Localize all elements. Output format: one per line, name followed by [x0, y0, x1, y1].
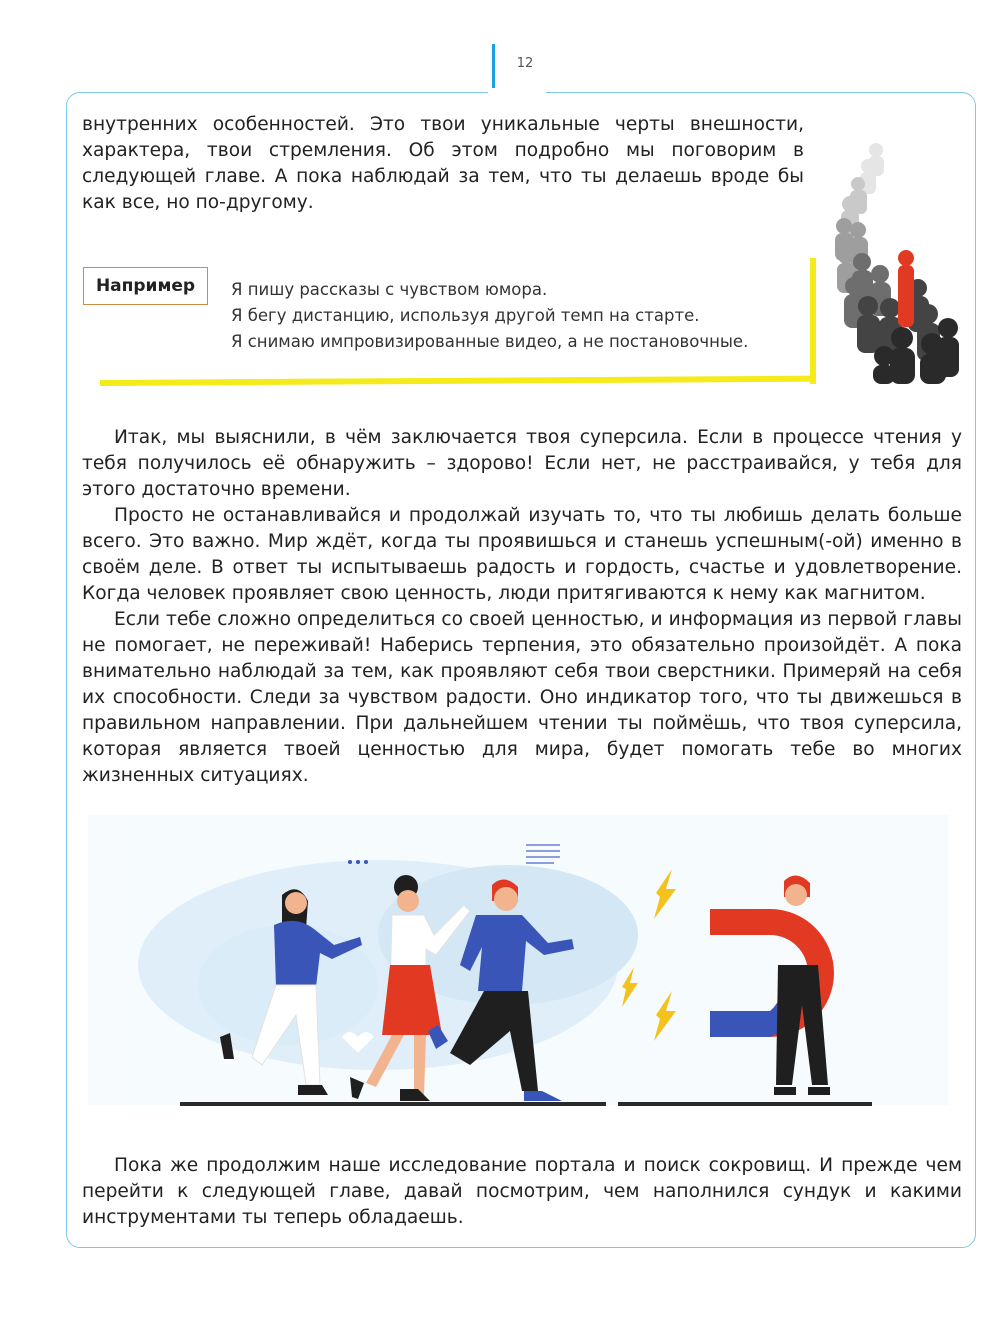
page-number: 12	[516, 56, 534, 71]
example-label: Например	[83, 267, 208, 305]
ground-line-right	[618, 1102, 872, 1106]
body-paragraph: Просто не останавливайся и продолжай изучать то, что ты любишь делать больше всего. Это важно. Мир ждёт, когда ты проявишься и станешь успешным(-ой) именно в своём деле. В ответ ты испытываешь радость и гордость, счастье и удовлетворение. Когда человек проявляет свою ценность, люди притягиваются к нему как магнитом.	[82, 505, 962, 604]
example-item: Я снимаю импровизированные видео, а не постановочные.	[231, 332, 749, 351]
intro-paragraph: внутренних особенностей. Это твои уникальные черты внешности, характера, твои стремления. Об этом подробно мы поговорим в следующей главе. А пока наблюдай за тем, что ты делаешь вроде бы как все, но по-другому.	[82, 114, 804, 213]
example-item: Я пишу рассказы с чувством юмора.	[231, 280, 548, 299]
body-paragraph: Если тебе сложно определиться со своей ценностью, и информация из первой главы не помогает, не переживай! Наберись терпения, это обязательно произойдёт. А пока внимательно наблюдай за тем, как проявляют себя твои сверстники. Примеряй на себя их способности. Следи за чувством радости. Оно индикатор того, что ты движешься в правильном направлении. При дальнейшем чтении ты поймёшь, что твоя суперсила, которая является твоей ценностью для мира, будет помогать тебе во многих жизненных ситуациях.	[82, 609, 962, 786]
crowd-figure-group	[835, 143, 959, 384]
magnet-illustration	[88, 815, 948, 1115]
dots-icon	[348, 860, 368, 864]
ground-line-left	[180, 1102, 606, 1106]
standout-figure-red	[898, 250, 914, 327]
example-item: Я бегу дистанцию, используя другой темп на старте.	[231, 306, 700, 325]
body-paragraph: Итак, мы выяснили, в чём заключается твоя суперсила. Если в процессе чтения у тебя получилось её обнаружить – здорово! Если нет, не расстраивайся, у тебя для этого достаточно времени.	[82, 427, 962, 500]
closing-paragraph: Пока же продолжим наше исследование портала и поиск сокровищ. И прежде чем перейти к следующей главе, давай посмотрим, чем наполнился сундук и какими инструментами ты теперь обладаешь.	[82, 1155, 962, 1228]
crowd-illustration	[828, 138, 960, 384]
highlight-bar-vertical	[810, 258, 816, 384]
example-list	[231, 277, 811, 355]
